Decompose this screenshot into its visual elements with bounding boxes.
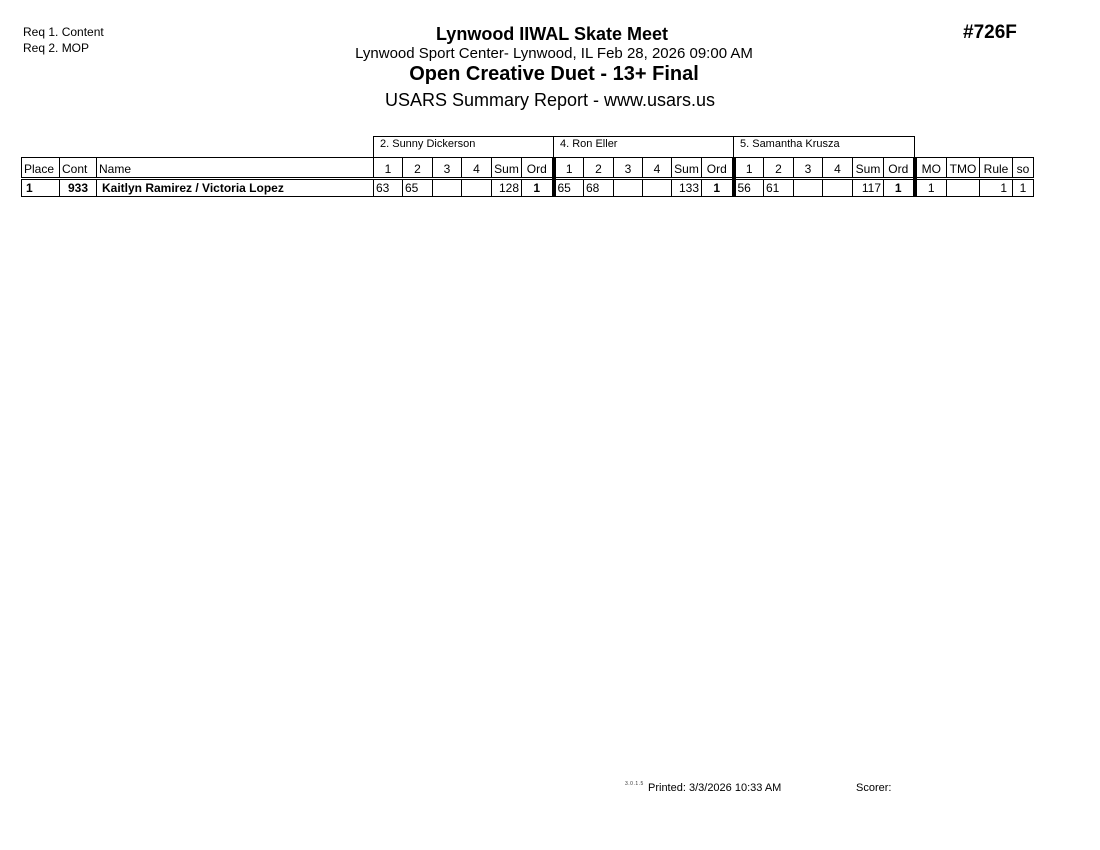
cell-mo: 1 [915, 179, 947, 197]
report-title: USARS Summary Report - www.usars.us [384, 90, 716, 110]
col-so: so [1013, 158, 1034, 179]
scorer-label: Scorer: [856, 782, 892, 794]
j3-col-2: 2 [764, 158, 794, 179]
j3-col-4: 4 [823, 158, 853, 179]
printed-timestamp: Printed: 3/3/2026 10:33 AM [648, 782, 782, 794]
col-mo: MO [915, 158, 947, 179]
col-cont: Cont [60, 158, 97, 179]
j3-score-2: 61 [764, 179, 794, 197]
version-label: 3.0.1.5 [625, 781, 644, 787]
venue-date: Lynwood Sport Center- Lynwood, IL Feb 28, 2026 09:00 AM [355, 45, 753, 62]
cell-rule: 1 [980, 179, 1013, 197]
j1-score-2: 65 [403, 179, 433, 197]
event-title: Open Creative Duet - 13+ Final [409, 63, 699, 85]
judge-header-2: 4. Ron Eller [553, 136, 734, 157]
requirement-1: Req 1. Content [23, 25, 104, 39]
j3-col-1: 1 [734, 158, 764, 179]
j2-col-sum: Sum [672, 158, 702, 179]
col-tmo: TMO [947, 158, 980, 179]
j2-score-2: 68 [584, 179, 614, 197]
j1-col-4: 4 [462, 158, 492, 179]
col-place: Place [22, 158, 60, 179]
j2-score-3 [614, 179, 643, 197]
requirement-2: Req 2. MOP [23, 41, 90, 55]
results-table [21, 157, 1034, 197]
cell-name: Kaitlyn Ramirez / Victoria Lopez [97, 179, 374, 197]
j1-col-ord: Ord [522, 158, 554, 179]
j3-score-4 [823, 179, 853, 197]
col-name: Name [97, 158, 374, 179]
j2-sum: 133 [672, 179, 702, 197]
j3-ord: 1 [884, 179, 915, 197]
j2-col-ord: Ord [702, 158, 734, 179]
j2-col-3: 3 [614, 158, 643, 179]
j3-col-sum: Sum [853, 158, 884, 179]
j2-score-4 [643, 179, 672, 197]
cell-place: 1 [22, 179, 60, 197]
j1-col-2: 2 [403, 158, 433, 179]
cell-cont: 933 [60, 179, 97, 197]
j1-score-1: 63 [374, 179, 403, 197]
j1-col-sum: Sum [492, 158, 522, 179]
j1-ord: 1 [522, 179, 554, 197]
col-rule: Rule [980, 158, 1013, 179]
event-code: #726F [963, 22, 1017, 43]
j2-ord: 1 [702, 179, 734, 197]
j3-col-ord: Ord [884, 158, 915, 179]
j3-score-3 [794, 179, 823, 197]
j2-col-2: 2 [584, 158, 614, 179]
j1-score-3 [433, 179, 462, 197]
j1-sum: 128 [492, 179, 522, 197]
j1-score-4 [462, 179, 492, 197]
judge-header-1: 2. Sunny Dickerson [373, 136, 554, 157]
j3-col-3: 3 [794, 158, 823, 179]
j1-col-3: 3 [433, 158, 462, 179]
j3-sum: 117 [853, 179, 884, 197]
j2-col-4: 4 [643, 158, 672, 179]
table-row [22, 179, 1034, 197]
cell-so: 1 [1013, 179, 1034, 197]
judge-header-3: 5. Samantha Krusza [733, 136, 915, 157]
table-header-row [22, 158, 1034, 179]
j2-score-1: 65 [554, 179, 584, 197]
meet-title: Lynwood IIWAL Skate Meet [435, 24, 669, 44]
j3-score-1: 56 [734, 179, 764, 197]
j2-col-1: 1 [554, 158, 584, 179]
cell-tmo [947, 179, 980, 197]
j1-col-1: 1 [374, 158, 403, 179]
